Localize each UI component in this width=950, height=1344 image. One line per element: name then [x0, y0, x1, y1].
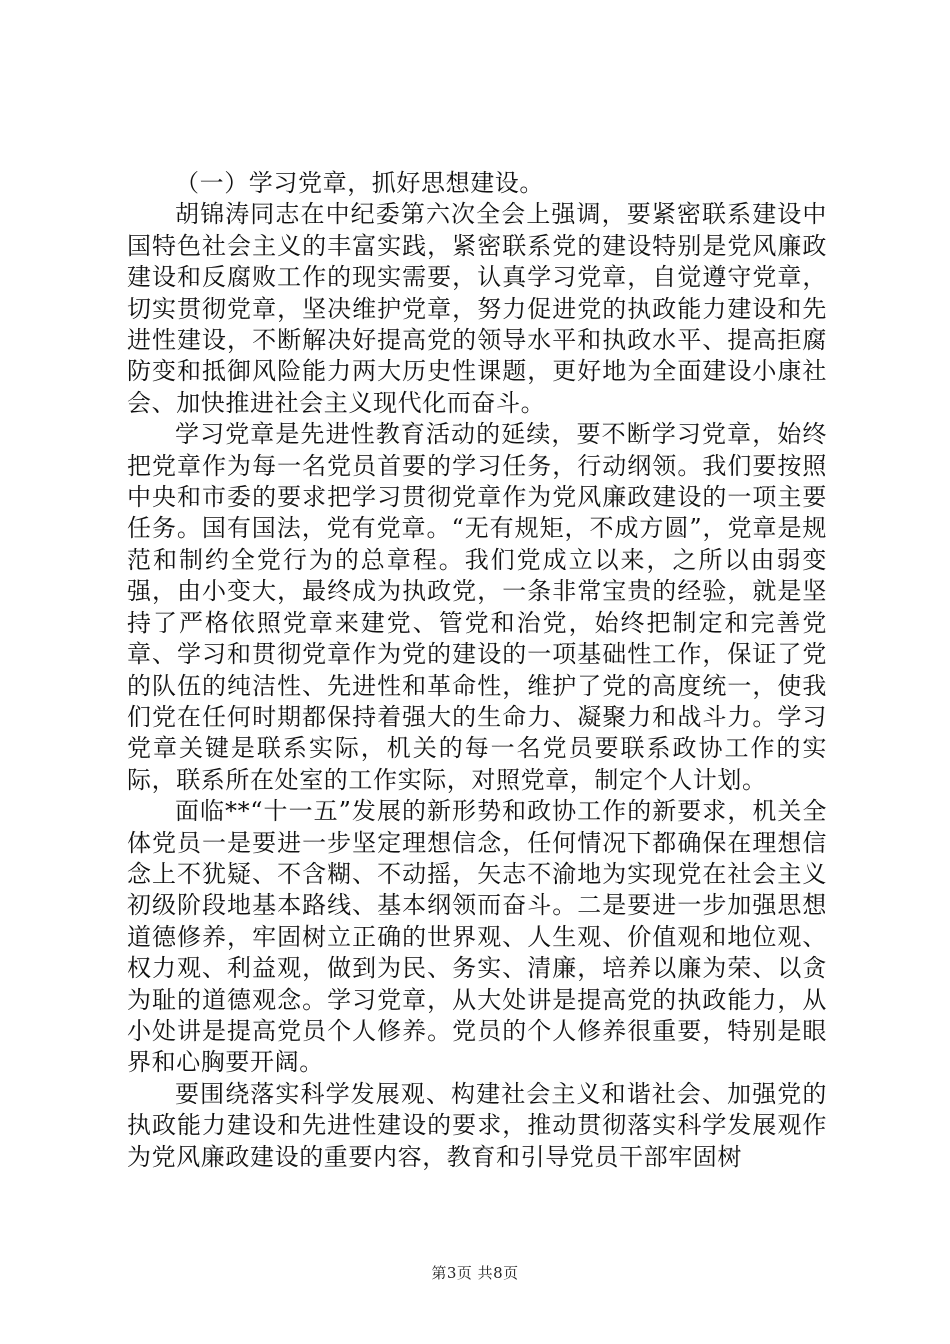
- document-body: [127, 168, 827, 1173]
- paragraph-1: 胡锦涛同志在中纪委第六次全会上强调，要紧密联系建设中国特色社会主义的丰富实践，紧密联系党的建设特别是党风廉政建设和反腐败工作的现实需要，认真学习党章，自觉遵守党章，切实贯彻党章，坚决维护党章，努力促进党的执政能力建设和先进性建设，不断解决好提高党的领导水平和执政水平、提高拒腐防变和抵御风险能力两大历史性课题，更好地为全面建设小康社会、加快推进社会主义现代化而奋斗。: [127, 200, 827, 417]
- paragraph-2: 学习党章是先进性教育活动的延续，要不断学习党章，始终把党章作为每一名党员首要的学习任务，行动纲领。我们要按照中央和市委的要求把学习贯彻党章作为党风廉政建设的一项主要任务。国有国法，党有党章。“无有规矩，不成方圆”，党章是规范和制约全党行为的总章程。我们党成立以来，之所以由弱变强，由小变大，最终成为执政党，一条非常宝贵的经验，就是坚持了严格依照党章来建党、管党和治党，始终把制定和完善党章、学习和贯彻党章作为党的建设的一项基础性工作，保证了党的队伍的纯洁性、先进性和革命性，维护了党的高度统一，使我们党在任何时期都保持着强大的生命力、凝聚力和战斗力。学习党章关键是联系实际，机关的每一名党员要联系政协工作的实际，联系所在处室的工作实际，对照党章，制定个人计划。: [127, 420, 827, 794]
- paragraph-3: 面临**“十一五”发展的新形势和政协工作的新要求，机关全体党员一是要进一步坚定理想信念，任何情况下都确保在理想信念上不犹疑、不含糊、不动摇，矢志不渝地为实现党在社会主义初级阶段地基本路线、基本纲领而奋斗。二是要进一步加强思想道德修养，牢固树立正确的世界观、人生观、价值观和地位观、权力观、利益观，做到为民、务实、清廉，培养以廉为荣、以贪为耻的道德观念。学习党章，从大处讲是提高党的执政能力，从小处讲是提高党员个人修养。党员的个人修养很重要，特别是眼界和心胸要开阔。: [127, 797, 827, 1077]
- section-heading: （一）学习党章，抓好思想建设。: [175, 169, 544, 197]
- page-number-footer: 第3页 共8页: [431, 1264, 519, 1282]
- paragraph-4: 要围绕落实科学发展观、构建社会主义和谐社会、加强党的执政能力建设和先进性建设的要求，推动贯彻落实科学发展观作为党风廉政建设的重要内容，教育和引导党员干部牢固树: [127, 1079, 827, 1171]
